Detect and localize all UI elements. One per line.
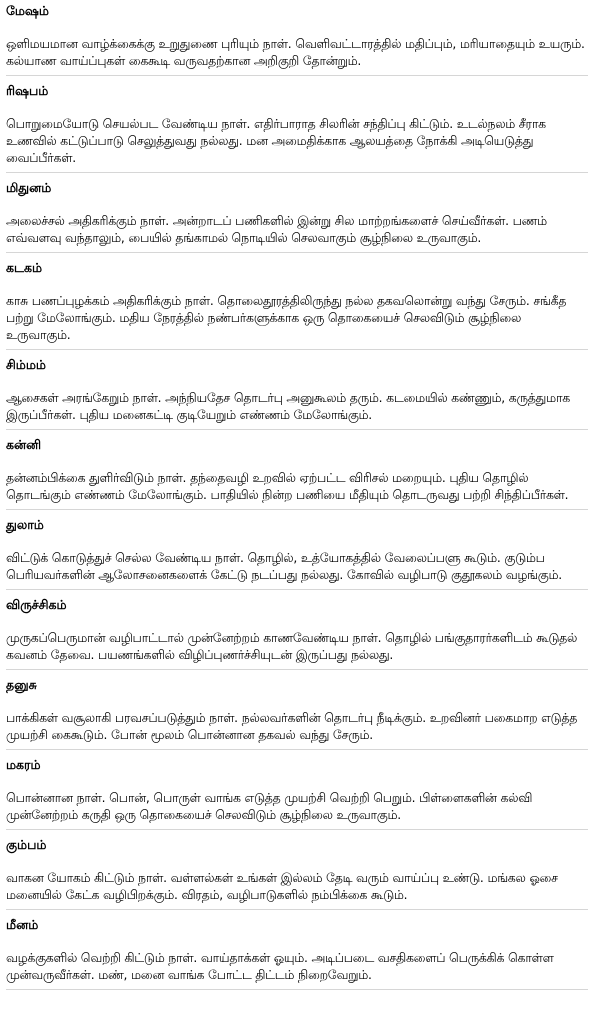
sign-prediction-mithunam: அலைச்சல் அதிகரிக்கும் நாள். அன்றாடப் பணிகளில் இன்று சில மாற்றங்களைச் செய்வீர்கள். பணம் எவ்வளவு வந்தாலும், பையில் தங்காமல் நொடியில் செலவாகும் சூழ்நிலை உருவாகும். xyxy=(6,214,547,245)
sign-prediction-kanni: தன்னம்பிக்கை துளிர்விடும் நாள். தந்தைவழி உறவில் ஏற்பட்ட விரிசல் மறையும். புதிய தொழில் தொடங்கும் எண்ணம் மேலோங்கும். பாதியில் நின்ற பணியை மீதியும் தொடருவது பற்றி சிந்திப்பீர்கள். xyxy=(6,471,569,502)
sign-title-rishabam: ரிஷபம் xyxy=(6,83,49,98)
sign-title-kumbam: கும்பம் xyxy=(6,837,47,852)
sign-title-kanni: கன்னி xyxy=(6,437,42,452)
sign-section-rishabam xyxy=(6,82,588,173)
sign-section-magaram xyxy=(6,756,588,830)
sign-prediction-meenam: வழக்குகளில் வெற்றி கிட்டும் நாள். வாய்தாக்கள் ஓயும். அடிப்படை வசதிகளைப் பெருக்கிக் கொள்ள முன்வருவீர்கள். மண், மனை வாங்க போட்ட திட்டம் நிறைவேறும். xyxy=(6,951,554,982)
sign-section-kumbam xyxy=(6,836,588,910)
sign-prediction-rishabam: பொறுமையோடு செயல்பட வேண்டிய நாள். எதிர்பாராத சிலரின் சந்திப்பு கிட்டும். உடல்நலம் சீராக உணவில் கட்டுப்பாடு செலுத்துவது நல்லது. மன அமைதிக்காக ஆலயத்தை நோக்கி அடியெடுத்து வைப்பீர்கள். xyxy=(6,117,546,165)
sign-title-dhanusu: தனுசு xyxy=(6,677,37,692)
sign-title-kadagam: கடகம் xyxy=(6,260,42,275)
sign-prediction-magaram: பொன்னான நாள். பொன், பொருள் வாங்க எடுத்த முயற்சி வெற்றி பெறும். பிள்ளைகளின் கல்வி முன்னேற்றம் கருதி ஒரு தொகையைச் செலவிடும் சூழ்நிலை உருவாகும். xyxy=(6,791,533,822)
sign-prediction-thulam: விட்டுக் கொடுத்துச் செல்ல வேண்டிய நாள். தொழில், உத்யோகத்தில் வேலைப்பளு கூடும். குடும்ப பெரியவர்களின் ஆலோசனைகளைக் கேட்டு நடப்பது நல்லது. கோவில் வழிபாடு குதூகலம் வழங்கும். xyxy=(6,551,563,582)
sign-section-thulam xyxy=(6,516,588,590)
sign-section-mesham xyxy=(6,2,588,76)
sign-prediction-viruchigam: முருகப்பெருமான் வழிபாட்டால் முன்னேற்றம் காணவேண்டிய நாள். தொழில் பங்குதாரர்களிடம் கூடுதல் கவனம் தேவை. பயணங்களில் விழிப்புணர்ச்சியுடன் இருப்பது நல்லது. xyxy=(6,631,578,662)
sign-title-viruchigam: விருச்சிகம் xyxy=(6,597,67,612)
sign-section-kanni xyxy=(6,436,588,510)
sign-prediction-mesham: ஒளிமயமான வாழ்க்கைக்கு உறுதுணை புரியும் நாள். வெளிவட்டாரத்தில் மதிப்பும், மரியாதையும் உயரும். கல்யாண வாய்ப்புகள் கைகூடி வருவதற்கான அறிகுறி தோன்றும். xyxy=(6,37,585,68)
sign-prediction-kumbam: வாகன யோகம் கிட்டும் நாள். வள்ளல்கள் உங்கள் இல்லம் தேடி வரும் வாய்ப்பு உண்டு. மங்கல ஓசை மனையில் கேட்க வழிபிறக்கும். விரதம், வழிபாடுகளில் நம்பிக்கை கூடும். xyxy=(6,871,558,902)
sign-section-simmam xyxy=(6,356,588,430)
sign-prediction-dhanusu: பாக்கிகள் வசூலாகி பரவசப்படுத்தும் நாள். நல்லவர்களின் தொடர்பு நீடிக்கும். உறவினர் பகைமாற எடுத்த முயற்சி கைகூடும். போன் மூலம் பொன்னான தகவல் வந்து சேரும். xyxy=(6,711,578,742)
sign-title-thulam: துலாம் xyxy=(6,517,44,532)
sign-title-mesham: மேஷம் xyxy=(6,3,49,18)
sign-section-viruchigam xyxy=(6,596,588,670)
sign-section-meenam xyxy=(6,916,588,990)
sign-title-meenam: மீனம் xyxy=(6,917,39,932)
sign-prediction-simmam: ஆசைகள் அரங்கேறும் நாள். அந்நியதேச தொடர்பு அனுகூலம் தரும். கடமையில் கண்ணும், கருத்துமாக இருப்பீர்கள். புதிய மனைகட்டி குடியேறும் எண்ணம் மேலோங்கும். xyxy=(6,391,570,422)
sign-section-dhanusu xyxy=(6,676,588,750)
sign-title-magaram: மகரம் xyxy=(6,757,41,772)
sign-title-mithunam: மிதுனம் xyxy=(6,180,52,195)
sign-section-mithunam xyxy=(6,179,588,253)
sign-prediction-kadagam: காசு பணப்புழக்கம் அதிகரிக்கும் நாள். தொலைதூரத்திலிருந்து நல்ல தகவலொன்று வந்து சேரும். சங்கீத பற்று மேலோங்கும். மதிய நேரத்தில் நண்பர்களுக்காக ஒரு தொகையைச் செலவிடும் சூழ்நிலை உருவாகும். xyxy=(6,294,567,342)
sign-section-kadagam xyxy=(6,259,588,350)
sign-title-simmam: சிம்மம் xyxy=(6,357,46,372)
horoscope-list xyxy=(6,2,588,996)
